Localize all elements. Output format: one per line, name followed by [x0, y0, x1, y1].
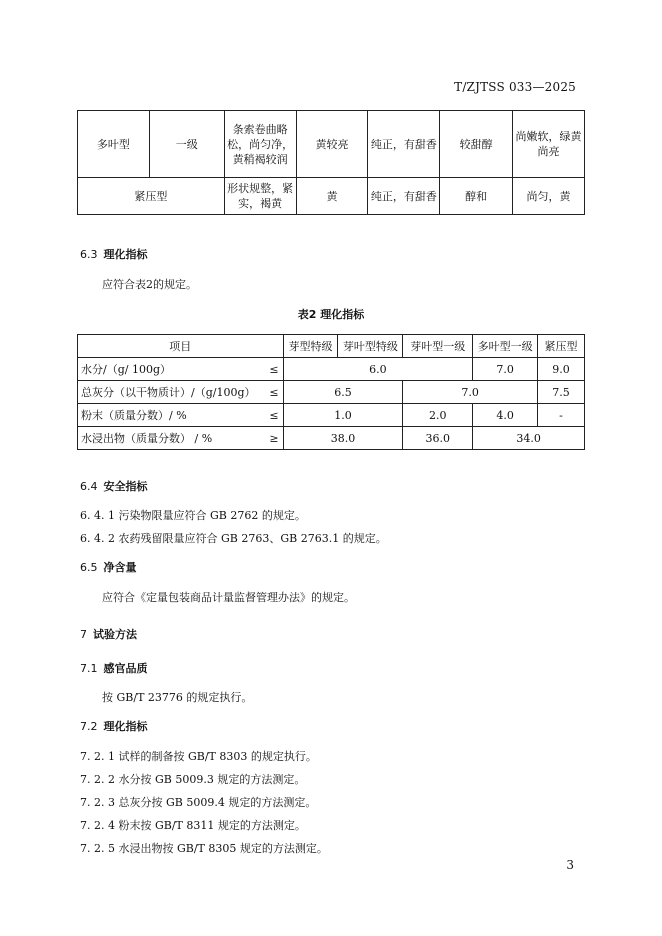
clause-item: 7. 2. 3 总灰分按 GB 5009.4 规定的方法测定。 — [80, 796, 317, 809]
item-label: 水浸出物（质量分数） / % — [78, 427, 258, 450]
table-cell: 醇和 — [440, 178, 513, 215]
value-cell: 1.0 — [283, 404, 403, 427]
table-row — [78, 178, 585, 215]
paragraph: 按 GB/T 23776 的规定执行。 — [102, 691, 253, 704]
table-caption: 表2 理化指标 — [297, 308, 365, 321]
clause-item: 6. 4. 2 农药残留限量应符合 GB 2763、GB 2763.1 的规定。 — [80, 532, 387, 545]
value-cell: 2.0 — [403, 404, 473, 427]
sensory-table-continued — [77, 110, 585, 215]
table-cell: 纯正，有甜香 — [368, 111, 440, 178]
column-header: 多叶型一级 — [473, 335, 538, 358]
section-heading-6-3: 6.3 理化指标 — [80, 248, 148, 261]
comparison-symbol: ≤ — [257, 358, 283, 381]
table-row — [78, 427, 585, 450]
column-header: 紧压型 — [538, 335, 585, 358]
table-header-row — [78, 335, 585, 358]
table-cell: 黄 — [296, 178, 368, 215]
table-cell: 尚匀，黄 — [513, 178, 585, 215]
column-header: 芽叶型特级 — [338, 335, 403, 358]
physicochemical-table — [77, 334, 585, 450]
table-cell: 形状规整，紧实，褐黄 — [224, 178, 296, 215]
value-cell: 38.0 — [283, 427, 403, 450]
value-cell: - — [538, 404, 585, 427]
comparison-symbol: ≤ — [257, 404, 283, 427]
section-heading-7-2: 7.2 理化指标 — [80, 720, 148, 733]
table-cell: 较甜醇 — [440, 111, 513, 178]
comparison-symbol: ≥ — [257, 427, 283, 450]
table-cell: 条索卷曲略松，尚匀净，黄稍褐较润 — [224, 111, 296, 178]
document-code: T/ZJTSS 033—2025 — [454, 80, 576, 94]
value-cell: 6.5 — [283, 381, 403, 404]
table-cell: 尚嫩软，绿黄尚亮 — [513, 111, 585, 178]
value-cell: 7.0 — [473, 358, 538, 381]
comparison-symbol: ≤ — [257, 381, 283, 404]
table-cell: 黄较亮 — [296, 111, 368, 178]
value-cell: 4.0 — [473, 404, 538, 427]
clause-item: 7. 2. 4 粉末按 GB/T 8311 规定的方法测定。 — [80, 819, 306, 832]
table-cell: 纯正，有甜香 — [368, 178, 440, 215]
section-heading-6-5: 6.5 净含量 — [80, 561, 137, 574]
section-heading-6-4: 6.4 安全指标 — [80, 480, 148, 493]
column-header: 芽叶型一级 — [403, 335, 473, 358]
value-cell: 34.0 — [473, 427, 585, 450]
item-label: 粉末（质量分数）/ % — [78, 404, 258, 427]
table-row — [78, 111, 585, 178]
value-cell: 7.0 — [403, 381, 538, 404]
page-number: 3 — [566, 858, 574, 872]
table-cell: 多叶型 — [78, 111, 150, 178]
value-cell: 7.5 — [538, 381, 585, 404]
column-header: 项目 — [78, 335, 284, 358]
table-cell: 紧压型 — [78, 178, 225, 215]
item-label: 水分/（g/ 100g） — [78, 358, 258, 381]
table-cell: 一级 — [149, 111, 224, 178]
paragraph: 应符合表2的规定。 — [102, 278, 197, 291]
column-header: 芽型特级 — [283, 335, 338, 358]
item-label: 总灰分（以干物质计）/（g/100g） — [78, 381, 258, 404]
table-row — [78, 358, 585, 381]
value-cell: 9.0 — [538, 358, 585, 381]
value-cell: 36.0 — [403, 427, 473, 450]
section-heading-7-1: 7.1 感官品质 — [80, 662, 148, 675]
table-row — [78, 404, 585, 427]
clause-item: 7. 2. 2 水分按 GB 5009.3 规定的方法测定。 — [80, 773, 306, 786]
section-heading-7: 7 试验方法 — [80, 628, 137, 641]
paragraph: 应符合《定量包装商品计量监督管理办法》的规定。 — [102, 591, 355, 604]
clause-item: 7. 2. 5 水浸出物按 GB/T 8305 规定的方法测定。 — [80, 842, 328, 855]
table-row — [78, 381, 585, 404]
clause-item: 7. 2. 1 试样的制备按 GB/T 8303 的规定执行。 — [80, 750, 317, 763]
clause-item: 6. 4. 1 污染物限量应符合 GB 2762 的规定。 — [80, 509, 306, 522]
value-cell: 6.0 — [283, 358, 473, 381]
